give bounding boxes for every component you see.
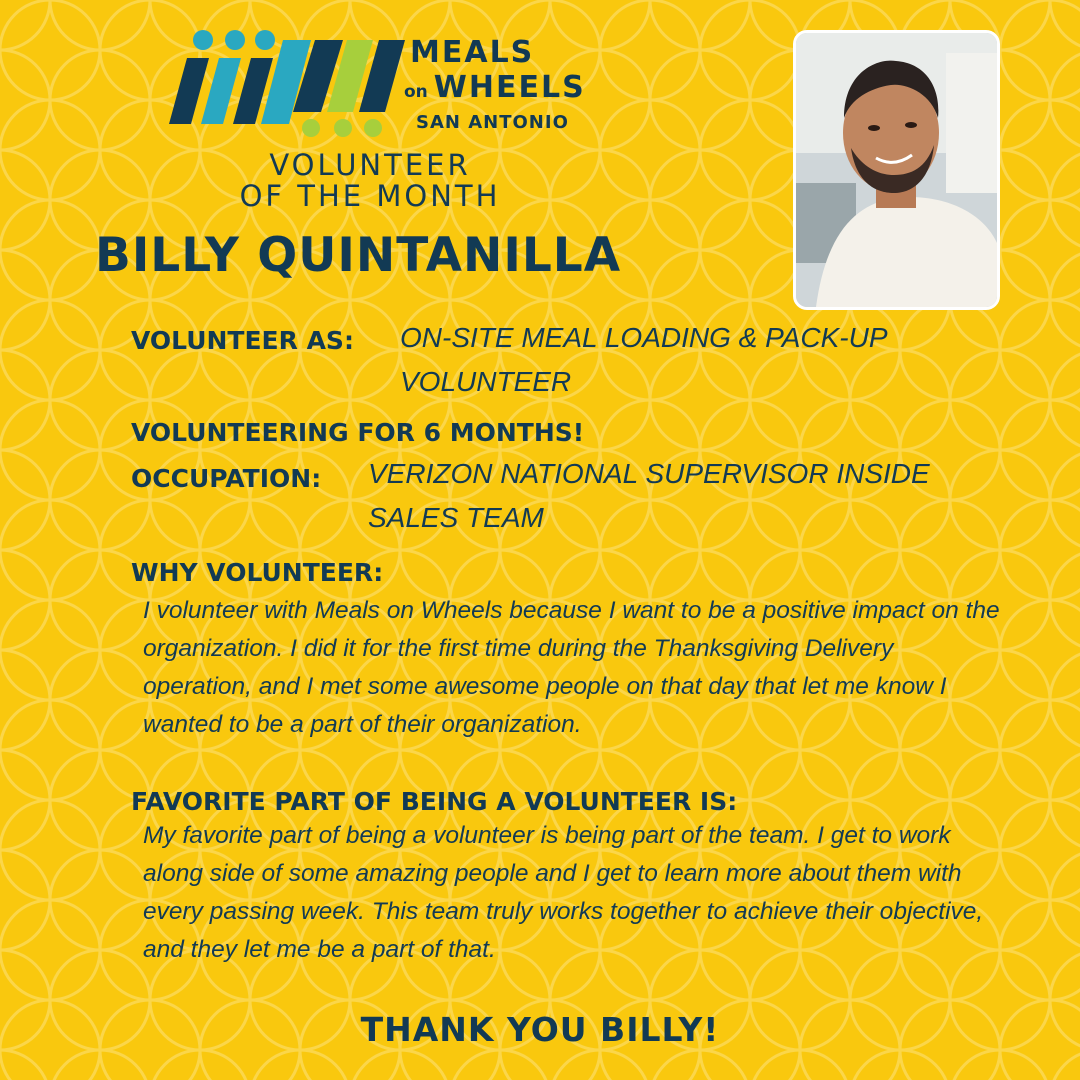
- favorite-part-label: FAVORITE PART OF BEING A VOLUNTEER IS:: [131, 787, 738, 816]
- subtitle-line-2: OF THE MONTH: [239, 179, 501, 213]
- why-volunteer-text: I volunteer with Meals on Wheels because I want to be a positive impact on the organization. I did it for the first time during the Thanksgiving Delivery operation, and I met some awesome people on that day that let me know I wanted to be a part of their organization.: [143, 597, 1000, 738]
- why-volunteer-label: WHY VOLUNTEER:: [131, 558, 384, 587]
- subtitle-line-1: VOLUNTEER: [269, 148, 471, 182]
- volunteer-photo: [793, 30, 1000, 310]
- brand-line-meals: MEALS: [410, 35, 535, 70]
- volunteer-portrait-icon: [796, 33, 997, 307]
- occupation-label: OCCUPATION:: [131, 464, 322, 493]
- thank-you-message: THANK YOU BILLY!: [360, 1010, 720, 1049]
- brand-line-wheels: WHEELS: [433, 70, 586, 105]
- favorite-part-text: My favorite part of being a volunteer is being part of the team. I get to work along side of some amazing people and I get to learn more about them with every passing week. This team truly works together to achieve their objective, and they let me be a part of that.: [143, 822, 984, 963]
- volunteer-as-value: ON-SITE MEAL LOADING & PACK-UP VOLUNTEER: [400, 322, 887, 397]
- occupation-value: VERIZON NATIONAL SUPERVISOR INSIDE SALES TEAM: [368, 458, 930, 533]
- brand-on: on: [404, 82, 428, 102]
- brand-line-san-antonio: SAN ANTONIO: [416, 112, 569, 133]
- brand-wordmark: [404, 35, 586, 136]
- volunteer-of-the-month-heading: [225, 150, 515, 212]
- volunteer-as-label: VOLUNTEER AS:: [131, 326, 354, 355]
- volunteering-duration: VOLUNTEERING FOR 6 MONTHS!: [131, 418, 585, 447]
- volunteer-name: BILLY QUINTANILLA: [95, 228, 622, 283]
